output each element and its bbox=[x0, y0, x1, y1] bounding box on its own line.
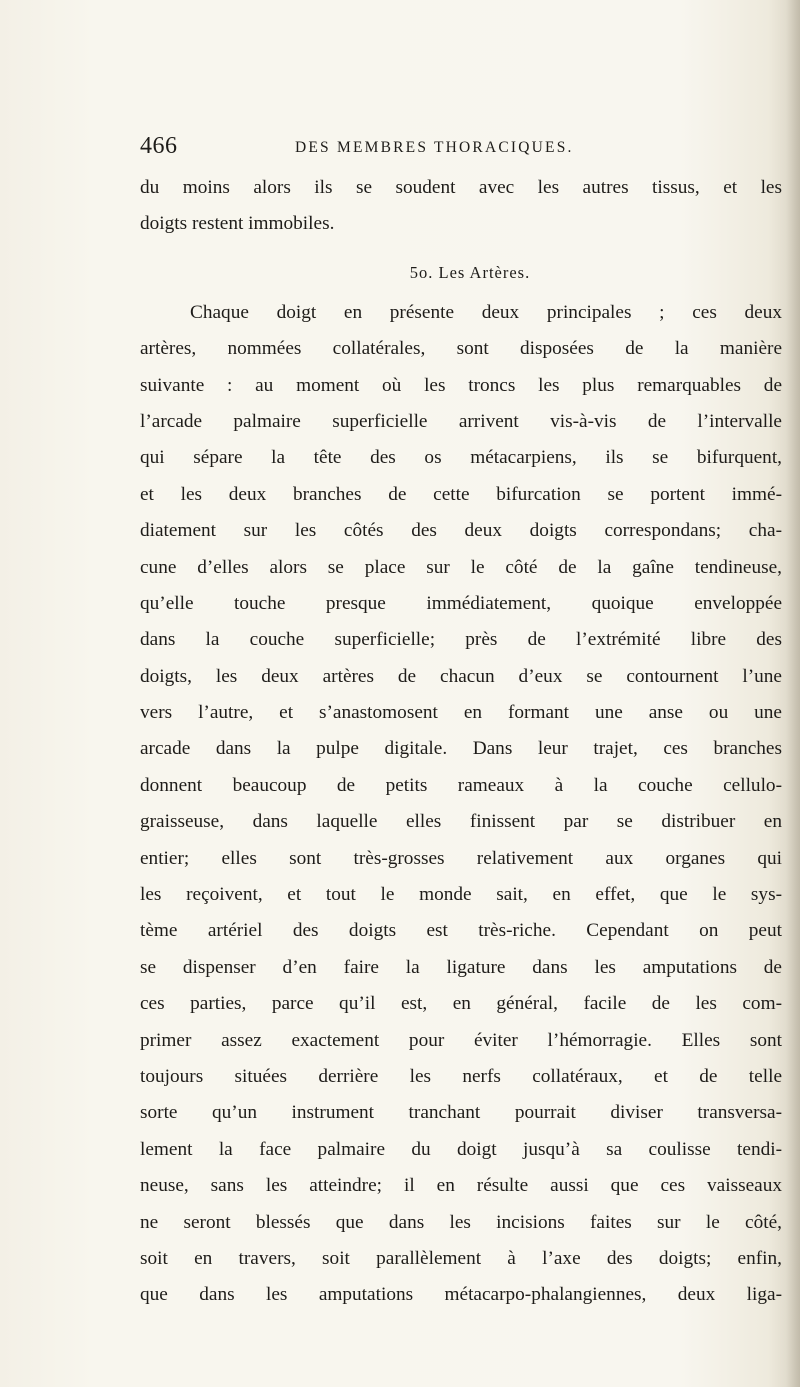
text-line: vers l’autre, et s’anastomosent en formant une anse ou une bbox=[140, 702, 782, 724]
text-line: tème artériel des doigts est très-riche. Cependant on peut bbox=[140, 920, 782, 942]
section-title: 5o. Les Artères. bbox=[409, 262, 531, 282]
text-line: doigts, les deux artères de chacun d’eux se contournent l’une bbox=[140, 665, 782, 687]
page-header bbox=[140, 133, 740, 169]
text-line: les reçoivent, et tout le monde sait, en effet, que le sys- bbox=[140, 884, 782, 906]
text-line: ne seront blessés que dans les incisions faites sur le côté, bbox=[140, 1211, 782, 1233]
page-edge-shadow bbox=[786, 0, 800, 1387]
text-line: se dispenser d’en faire la ligature dans les amputations de bbox=[140, 956, 782, 978]
text-line: sorte qu’un instrument tranchant pourrait diviser transversa- bbox=[140, 1102, 782, 1124]
running-head: DES MEMBRES THORACIQUES. bbox=[295, 139, 574, 156]
text-line: soit en travers, soit parallèlement à l’axe des doigts; enfin, bbox=[140, 1247, 782, 1269]
text-line: du moins alors ils se soudent avec les autres tissus, et les bbox=[140, 177, 782, 198]
text-line: lement la face palmaire du doigt jusqu’à sa coulisse tendi- bbox=[140, 1138, 782, 1160]
text-line: doigts restent immobiles. bbox=[140, 213, 335, 235]
text-line: qui sépare la tête des os métacarpiens, ils se bifurquent, bbox=[140, 447, 782, 469]
text-line: entier; elles sont très-grosses relativement aux organes qui bbox=[140, 847, 782, 869]
text-line: Chaque doigt en présente deux principales ; ces deux bbox=[190, 301, 782, 323]
text-line: artères, nommées collatérales, sont disposées de la manière bbox=[140, 338, 782, 360]
text-line: primer assez exactement pour éviter l’hémorragie. Elles sont bbox=[140, 1029, 782, 1051]
text-line: cune d’elles alors se place sur le côté de la gaîne tendineuse, bbox=[140, 556, 782, 578]
text-line: qu’elle touche presque immédiatement, quoique enveloppée bbox=[140, 592, 782, 614]
text-line: diatement sur les côtés des deux doigts correspondans; cha- bbox=[140, 520, 782, 542]
page-number: 466 bbox=[140, 133, 178, 159]
text-line: neuse, sans les atteindre; il en résulte aussi que ces vaisseaux bbox=[140, 1175, 782, 1197]
text-line: et les deux branches de cette bifurcation se portent immé- bbox=[140, 483, 782, 505]
text-line: toujours situées derrière les nerfs collatéraux, et de telle bbox=[140, 1065, 782, 1087]
text-line: donnent beaucoup de petits rameaux à la couche cellulo- bbox=[140, 774, 782, 796]
text-line: que dans les amputations métacarpo-phalangiennes, deux liga- bbox=[140, 1284, 782, 1306]
text-line: ces parties, parce qu’il est, en général, facile de les com- bbox=[140, 993, 782, 1015]
body-text bbox=[140, 170, 782, 1314]
text-line: graisseuse, dans laquelle elles finissent par se distribuer en bbox=[140, 811, 782, 833]
text-line: suivante : au moment où les troncs les plus remarquables de bbox=[140, 374, 782, 396]
text-line: l’arcade palmaire superficielle arrivent vis-à-vis de l’intervalle bbox=[140, 410, 782, 432]
text-line: dans la couche superficielle; près de l’extrémité libre des bbox=[140, 629, 782, 651]
text-line: arcade dans la pulpe digitale. Dans leur trajet, ces branches bbox=[140, 738, 782, 760]
